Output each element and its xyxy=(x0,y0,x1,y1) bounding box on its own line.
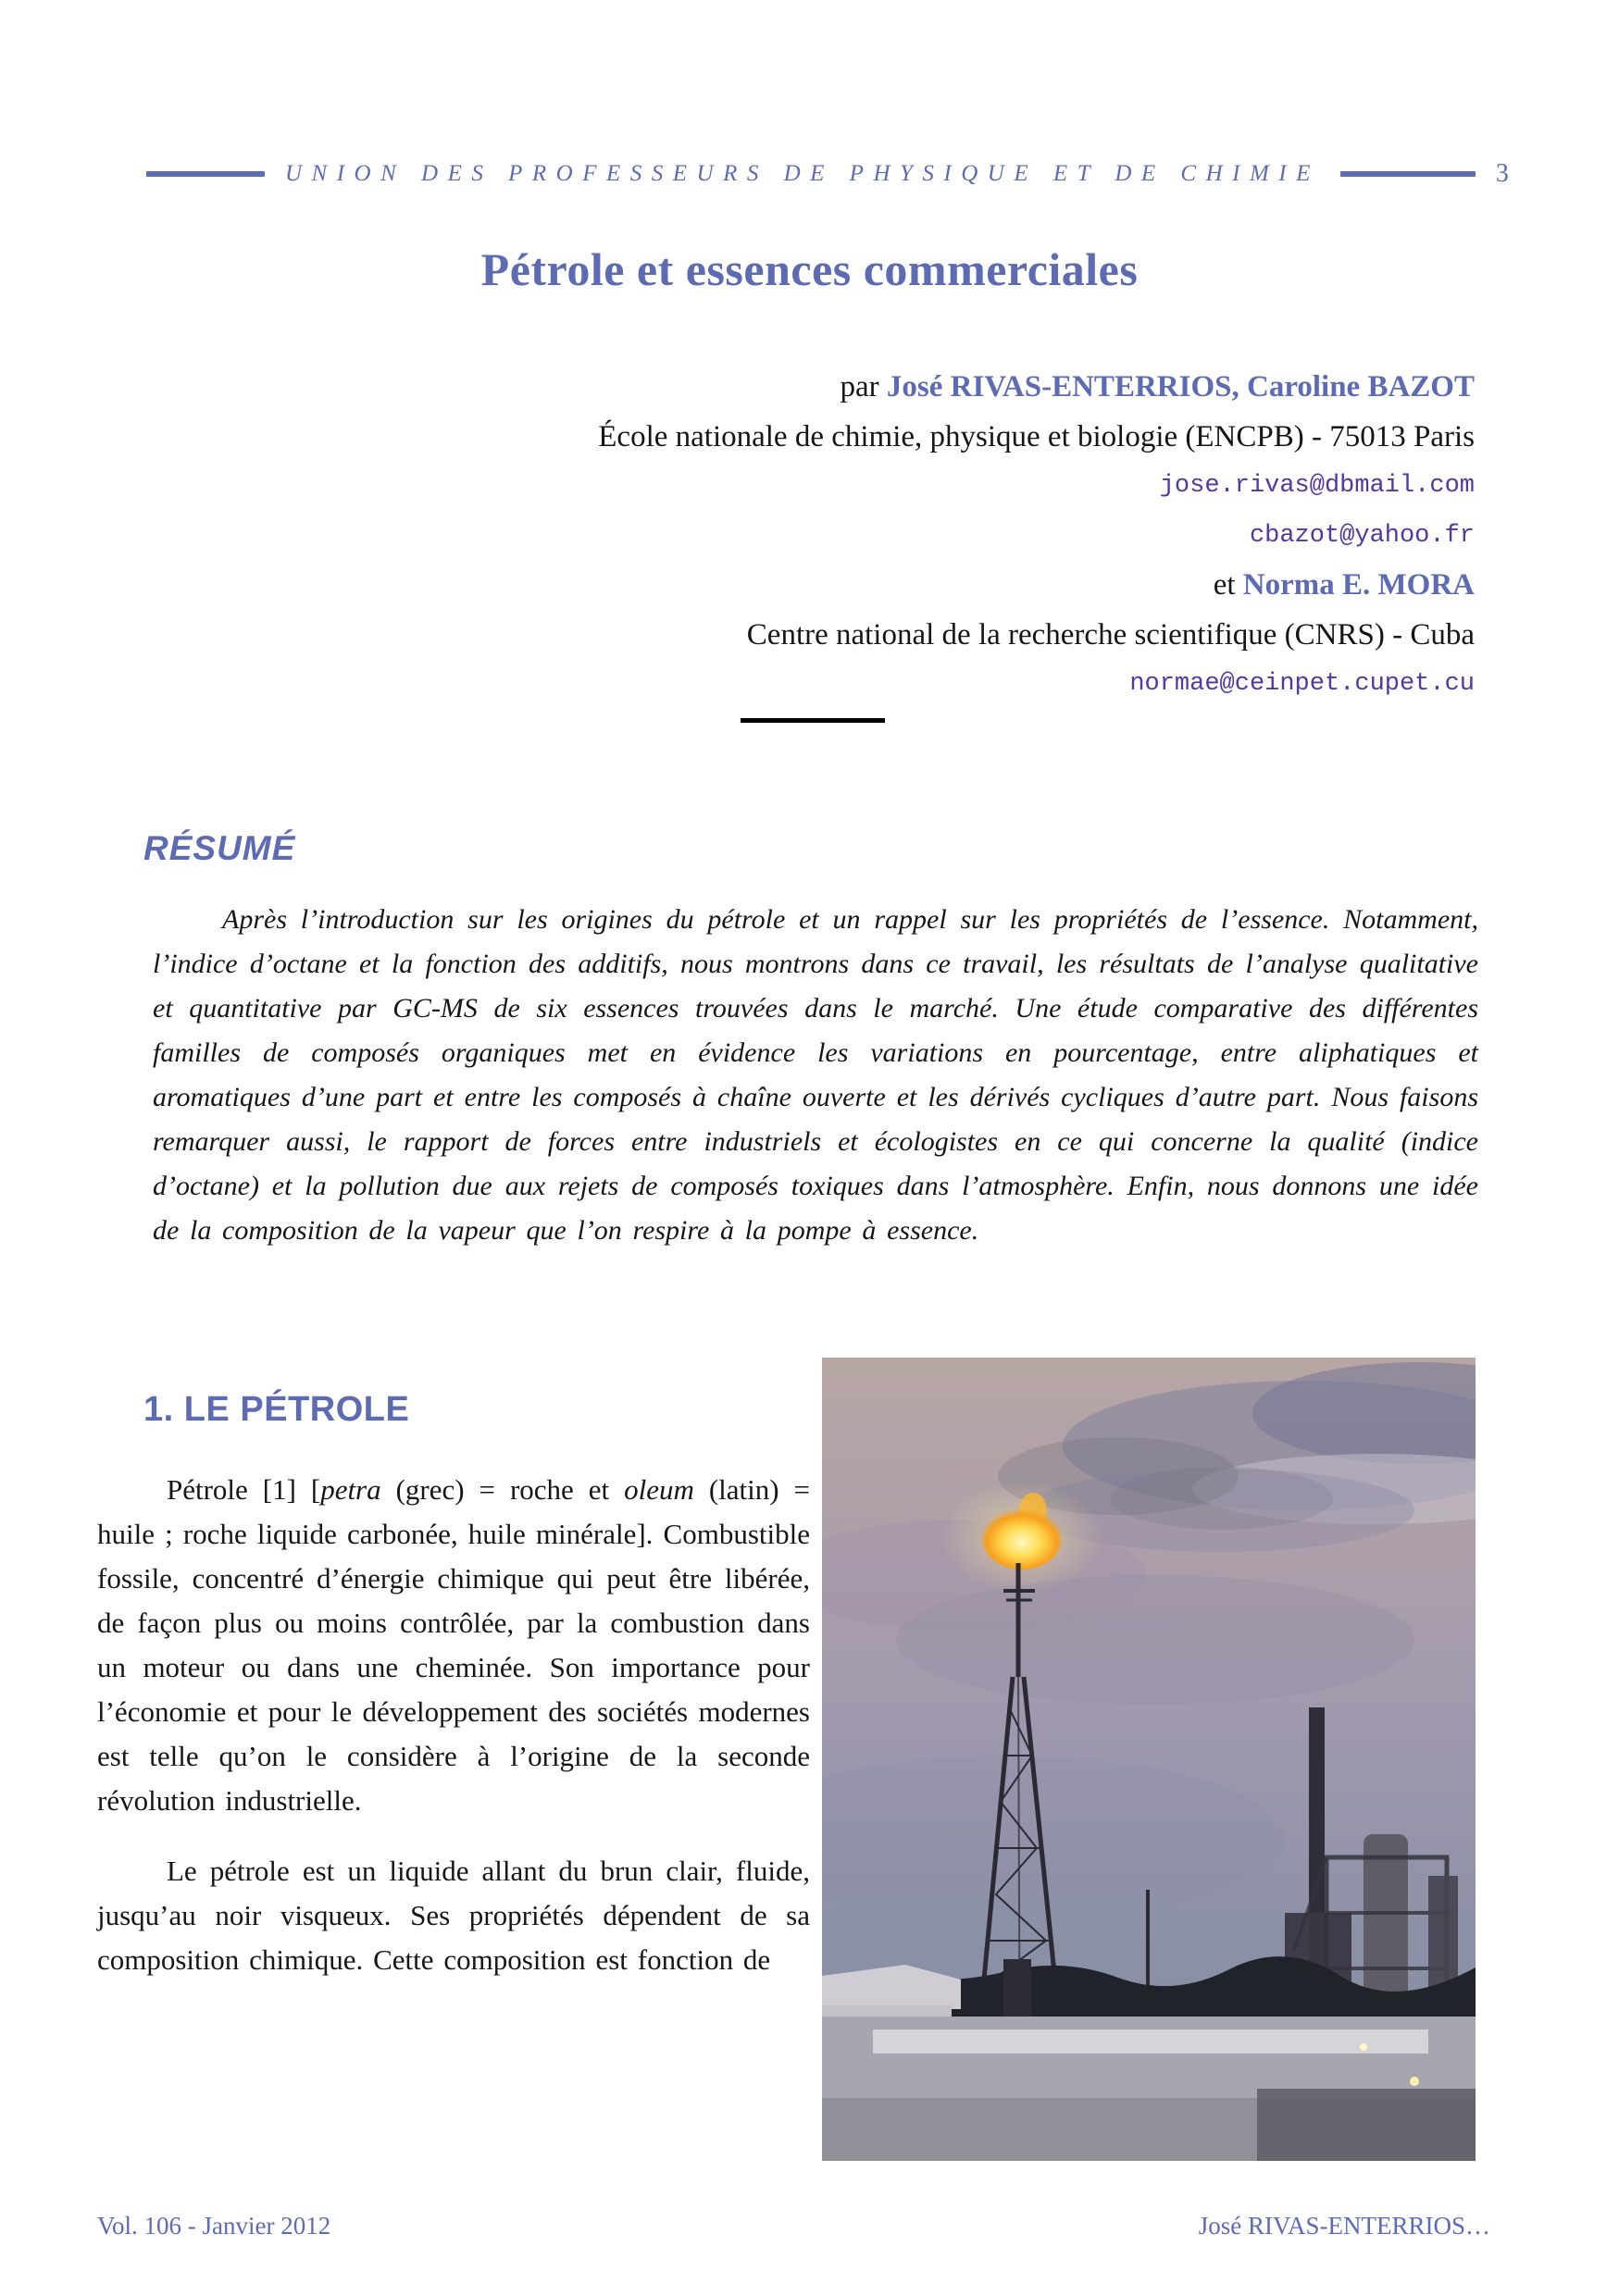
journal-name: UNION DES PROFESSEURS DE PHYSIQUE ET DE CHIMIE xyxy=(285,161,1320,186)
par-label: par xyxy=(840,370,887,403)
byline-block xyxy=(278,363,1475,710)
email-2: cbazot@yahoo.fr xyxy=(1249,521,1475,550)
p1-petra-italic: petra xyxy=(320,1473,381,1506)
paragraph-2: Le pétrole est un liquide allant du brun clair, fluide, jusqu’au noir visqueux. Ses propriétés dépendent de sa composition chimique. Cette composition est fonction de xyxy=(97,1855,810,1976)
resume-text: Après l’introduction sur les origines du pétrole et un rappel sur les propriétés de l’essence. Notamment, l’indice d’octane et la fonction des additifs, nous montrons dans ce travail, les résultats de l’analyse qualitative et quantitative par GC-MS de six essences trouvées dans le marché. Une étude comparative des différentes familles de composés organiques met en évidence les variations en pourcentage, entre aliphatiques et aromatiques d’une part et entre les composés à chaîne ouverte et les dérivés cycliques d’autre part. Nous faisons remarquer aussi, le rapport de forces entre industriels et écologistes en ce qui concerne la qualité (indice d’octane) et la pollution due aux rejets de composés toxiques dans l’atmosphère. Enfin, nous donnons une idée de la composition de la vapeur que l’on respire à la pompe à essence. xyxy=(153,904,1478,1246)
authors-line xyxy=(278,363,1475,413)
page-number: 3 xyxy=(1495,159,1509,188)
refinery-flare-illustration xyxy=(822,1358,1476,2161)
email-3: normae@ceinpet.cupet.cu xyxy=(1129,670,1475,698)
affiliation-1: École nationale de chimie, physique et biologie (ENCPB) - 75013 Paris xyxy=(598,419,1475,453)
email-1: jose.rivas@dbmail.com xyxy=(1159,472,1475,500)
author-3-line xyxy=(278,561,1475,611)
body-column xyxy=(97,1468,810,1982)
paragraph-1 xyxy=(97,1468,810,1823)
resume-heading: RÉSUMÉ xyxy=(143,829,296,867)
footer-author: José RIVAS-ENTERRIOS… xyxy=(1198,2212,1490,2240)
p1-text-c: (latin) = huile ; roche liquide carbonée, huile minérale]. Combustible fossile, concentré d’énergie chimique qui peut être libérée, de façon plus ou moins contrôlée, par la combustion dans un moteur ou dans une cheminée. Son importance pour l’économie et pour le développement des sociétés modernes est telle qu’on le considère à l’origine de la seconde révolution industrielle. xyxy=(97,1473,810,1817)
author-3: Norma E. MORA xyxy=(1242,568,1475,602)
divider-rule xyxy=(741,718,885,723)
author-2: Caroline BAZOT xyxy=(1246,370,1475,403)
header-rule-left xyxy=(146,171,265,177)
page-header xyxy=(146,159,1509,189)
p1-text-b: (grec) = roche et xyxy=(380,1473,625,1506)
p1-text-a: Pétrole [1] [ xyxy=(167,1473,321,1506)
affiliation-2: Centre national de la recherche scientifique (CNRS) - Cuba xyxy=(746,617,1475,652)
p1-oleum-italic: oleum xyxy=(624,1473,694,1506)
header-rule-right xyxy=(1340,171,1476,177)
footer-volume-date: Vol. 106 - Janvier 2012 xyxy=(97,2212,331,2240)
section-1-heading: 1. LE PÉTROLE xyxy=(143,1390,410,1429)
author-1: José RIVAS-ENTERRIOS, xyxy=(886,370,1247,403)
et-label: et xyxy=(1213,568,1243,602)
page-footer xyxy=(97,2212,1490,2240)
refinery-flare-photo xyxy=(822,1358,1476,2161)
article-title: Pétrole et essences commerciales xyxy=(480,243,1139,295)
